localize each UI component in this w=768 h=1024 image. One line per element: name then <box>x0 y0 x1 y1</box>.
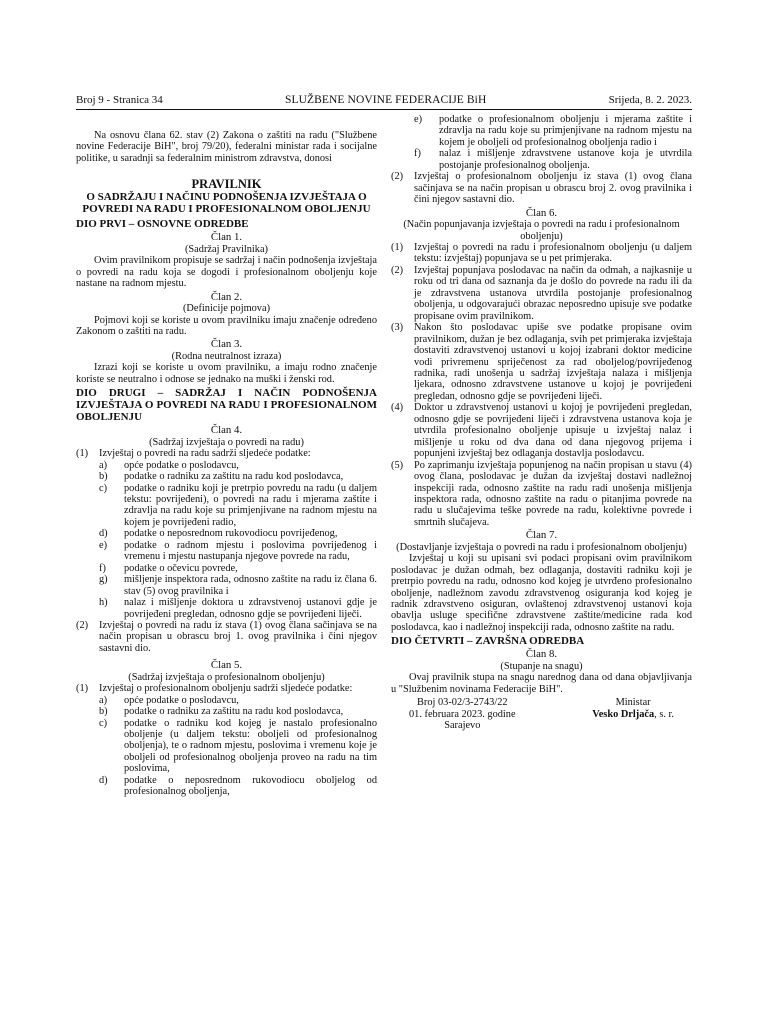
article-5-label: Član 5. <box>210 659 243 672</box>
left-column <box>76 114 377 798</box>
article-1-subtitle: (Sadržaj Pravilnika) <box>184 243 268 255</box>
header-issue: Broj 9 - Stranica 34 <box>76 94 163 106</box>
reference-number: Broj 03-02/3-2743/22 <box>417 697 508 709</box>
article-2-subtitle: (Definicije pojmova) <box>182 303 271 315</box>
signature-reference <box>391 697 516 731</box>
list-item: f) nalaz i mišljenje zdravstvene ustanove koja je utvrdila postojanje profesionalnog oboljenja. <box>414 148 692 171</box>
article-8-subtitle: (Stupanje na snagu) <box>500 660 583 672</box>
article-4-label: Član 4. <box>210 424 243 437</box>
article-3-text: Izrazi koji se koriste u ovom pravilniku, a imaju rodno značenje koriste se neutralno i odnose se jednako na muški i ženski rod. <box>76 362 377 385</box>
article-5-para-1: (1) Izvještaj o profesionalnom oboljenju sadrži sljedeće podatke: <box>76 683 353 695</box>
article-7-label: Član 7. <box>525 529 558 542</box>
article-2-label: Član 2. <box>210 290 243 303</box>
reference-date: 01. februara 2023. godine <box>409 708 516 720</box>
document-title: PRAVILNIK <box>191 177 262 192</box>
list-item: h) nalaz i mišljenje doktora u zdravstvenoj ustanovi gdje je povrijeđeni pregledan, odnosno gdje se povrijeđeni liječi. <box>99 597 377 620</box>
signatory-role: Ministar <box>615 697 651 709</box>
signatory <box>592 697 692 731</box>
article-5-list <box>76 695 377 798</box>
page-header <box>76 94 692 110</box>
gazette-page <box>76 94 692 798</box>
right-column <box>391 114 692 798</box>
article-5-para-2: (2) Izvještaj o profesionalnom oboljenju iz stava (1) ovog člana sačinjava se na način propisan u obrascu broj 2. ovog pravilnika i čini njegov sastavni dio. <box>391 171 692 206</box>
signatory-suffix: , s. r. <box>654 708 674 720</box>
article-4-list <box>76 460 377 620</box>
article-6-para: (5) Po zaprimanju izvještaja popunjenog na način propisan u stavu (4) ovog člana, poslodavac je dužan da izvještaj dostavi nadležnoj inspekciji rada, odnosno zaštite na radu radi unošenja mišljenja inspektora rada, odnosno zaštite na radu o pitanjima povrede na radu u slučajevima teške povrede na radu, kolektivne povrede i smrtnih slučajeva. <box>391 459 692 528</box>
article-4-para-2: (2) Izvještaj o povredi na radu iz stava (1) ovog člana sačinjava se na način propisan u obrascu broj 1. ovog pravilnika i čini njegov sastavni dio. <box>76 619 377 654</box>
article-6-para: (1) Izvještaj o povredi na radu i profesionalnom oboljenju (u daljem tekstu: izvještaj) popunjava se u pet primjeraka. <box>391 241 692 265</box>
article-3-subtitle: (Rodna neutralnost izraza) <box>171 350 282 362</box>
article-1-label: Član 1. <box>210 231 243 244</box>
signatory-name: Vesko Drljača <box>592 708 655 720</box>
list-item: b) podatke o radniku za zaštitu na radu kod poslodavca, <box>99 471 344 483</box>
list-item: g) mišljenje inspektora rada, odnosno zaštite na radu iz člana 6. stav (5) ovog pravilnika i <box>99 574 377 597</box>
article-7-text: Izvještaj u koji su upisani svi podaci propisani ovim pravilnikom poslodavac je dužan odmah, bez odlaganja, dostaviti radniku koji je pretrpio povredu na radu, odnosno kod kojeg je utvrđeno profesionalno oboljenje, nadležnom zavodu zdravstvenog osiguranja kod kojeg je radnik zdravstveno osiguran, ovlaštenoj zdravstvenoj ustanovi koja obavlja usluge specifične zdravstvene zaštite/medicine rada kod poslodavca, kao i nadležnoj inspekciji rada, odnosno zaštite na radu. <box>391 553 692 633</box>
list-item: e) podatke o profesionalnom oboljenju i mjerama zaštite i zdravlja na radu koje su primjenjivane na radnom mjestu na kojem je oboljeli od profesionalnog oboljenja radio i <box>414 114 692 148</box>
article-3-label: Član 3. <box>210 338 243 351</box>
part-heading-1: DIO PRVI – OSNOVNE ODREDBE <box>76 218 249 231</box>
article-7-subtitle: (Dostavljanje izvještaja o povredi na radu i profesionalnom oboljenju) <box>396 541 687 553</box>
list-item: c) podatke o radniku kod kojeg je nastalo profesionalno oboljenje (u daljem tekstu: oboljeli od profesionalnog oboljenja), te o radnom mjestu, poslovima i vremenu koje je oboljeli od profesionalnog oboljenja proveo na radu na tim poslovima, <box>99 717 377 775</box>
header-date: Srijeda, 8. 2. 2023. <box>608 94 692 106</box>
reference-place: Sarajevo <box>444 720 481 732</box>
article-8-label: Član 8. <box>525 648 558 661</box>
list-item: d) podatke o neposrednom rukovodiocu oboljelog od profesionalnog oboljenja, <box>99 774 377 798</box>
header-publication: SLUŽBENE NOVINE FEDERACIJE BiH <box>284 94 487 106</box>
article-1-text: Ovim pravilnikom propisuje se sadržaj i način podnošenja izvještaja o povredi na radu koja se dogodi i profesionalnom oboljenju koje nastane na radnom mjestu. <box>76 255 377 290</box>
article-6-paragraphs <box>391 242 692 528</box>
intro-paragraph: Na osnovu člana 62. stav (2) Zakona o zaštiti na radu ("Službene novine Federacije BiH", broj 79/20), federalni ministar rada i socijalne politike, u saradnji sa federalnim ministrom zdravstva, donosi <box>76 130 377 164</box>
article-4-subtitle: (Sadržaj izvještaja o povredi na radu) <box>149 436 304 448</box>
article-6-para: (4) Doktor u zdravstvenoj ustanovi u kojoj je povrijeđeni pregledan, odnosno gdje se povrijeđeni liječi i zdravstvena ustanova koja je utvrdila profesionalno oboljenje upisuje u izvještaj nalaz i mišljenje u roku od dva dana od dana njegovog prijema i popunjeni izvještaj bez odlaganja dostavlja poslodavcu. <box>391 402 692 460</box>
article-6-subtitle: (Način popunjavanja izvještaja o povredi na radu i profesionalnom oboljenju) <box>403 219 680 242</box>
article-4-para-1: (1) Izvještaj o povredi na radu sadrži sljedeće podatke: <box>76 448 311 460</box>
list-item: c) podatke o radniku koji je pretrpio povredu na radu (u daljem tekstu: povrijeđeni), o povredi na radu i mjerama zaštite i zdravlja na radu koje su primjenjivane na radnom mjestu na kojem je povrijeđeni radio, <box>99 482 377 528</box>
part-heading-4: DIO ČETVRTI – ZAVRŠNA ODREDBA <box>391 635 585 648</box>
list-item: a) opće podatke o poslodavcu, <box>99 459 239 471</box>
list-item: d) podatke o neposrednom rukovodiocu povrijeđenog, <box>99 528 338 540</box>
list-item: e) podatke o radnom mjestu i poslovima povrijeđenog i vremenu i mjestu nastupanja njegove povrede na radu, <box>99 539 377 563</box>
article-8-text: Ovaj pravilnik stupa na snagu narednog dana od dana objavljivanja u "Službenim novinama Federacije BiH". <box>391 672 692 695</box>
article-6-para: (3) Nakon što poslodavac upiše sve podatke propisane ovim pravilnikom, dužan je bez odlaganja, svih pet primjeraka izvještaja dostaviti zdravstvenoj ustanovi u kojoj izabrani doktor medicine vodi privremenu spriječenost za rad oboljelog/povrijeđenog radnika, radi unošenja u sadržaj izvještaja nalaza i mišljenja ljekara, odnosno zdravstvene ustanove u kojoj je povrijeđeni pregledan, odnosno gdje se povrijeđeni liječi. <box>391 322 692 402</box>
part-heading-2: DIO DRUGI – SADRŽAJ I NAČIN PODNOŠENJA IZVJEŠTAJA O POVREDI NA RADU I PROFESIONALNOM OBOLJENJU <box>76 387 377 424</box>
article-5-subtitle: (Sadržaj izvještaja o profesionalnom oboljenju) <box>128 671 325 683</box>
article-6-para: (2) Izvještaj popunjava poslodavac na način da odmah, a najkasnije u roku od tri dana od saznanja da je došlo do povrede na radu ili da je zdravstvena ustanova utvrdila postojanje profesionalnog oboljenja, u odgovarajući obrazac neposredno upisuje sve podatke propisane ovim pravilnikom. <box>391 264 692 322</box>
list-item: a) opće podatke o poslodavcu, <box>99 694 239 706</box>
document-subtitle: O SADRŽAJU I NAČINU PODNOŠENJA IZVJEŠTAJA O POVREDI NA RADU I PROFESIONALNOM OBOLJENJU <box>82 191 371 216</box>
signature-block <box>391 697 692 731</box>
article-2-text: Pojmovi koji se koriste u ovom pravilniku imaju značenje određeno Zakonom o zaštiti na radu. <box>76 314 377 337</box>
list-item: b) podatke o radniku za zaštitu na radu kod poslodavca, <box>99 706 344 718</box>
article-5-list-continued <box>391 114 692 171</box>
article-6-label: Član 6. <box>525 206 558 219</box>
list-item: f) podatke o očevicu povrede, <box>99 562 238 574</box>
